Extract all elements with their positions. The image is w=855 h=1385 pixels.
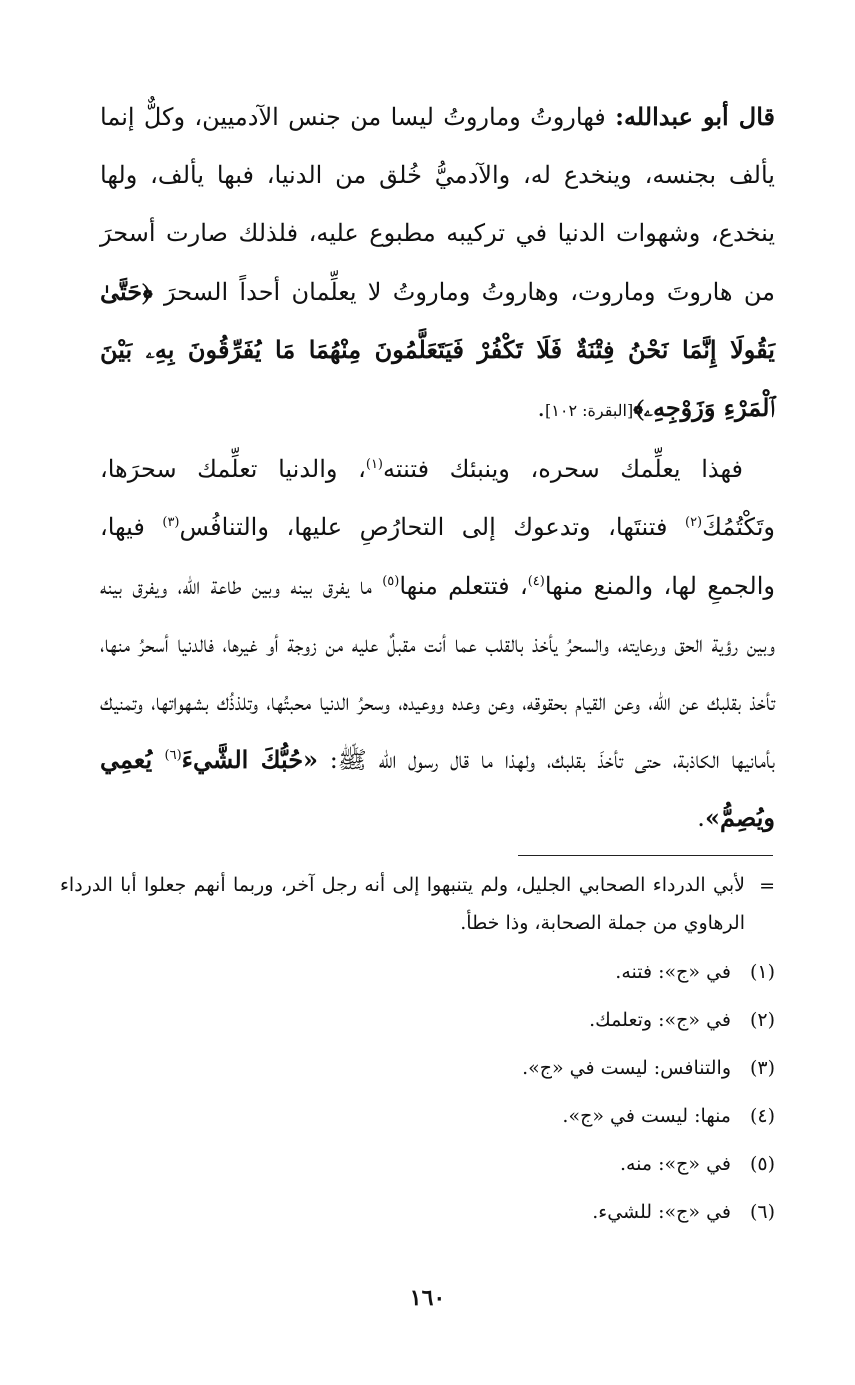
footnote-text: في «ج»: منه. bbox=[619, 1153, 731, 1175]
paragraph-text: فهاروتُ وماروتُ ليسا من جنس الآدميين، وكلٌّ إنما يألف بجنسه، وينخدع له، والآدميُّ خُلق من الدنيا، فبها يألف، ولها ينخدع، وشهوات الدنيا في تركيبه مطبوع عليه، فلذلك صارت أسحرَ من هاروتَ وماروت، وهاروتُ وماروتُ لا يعلِّمان أحداً السحرَ bbox=[100, 103, 775, 306]
footnote-text: في «ج»: فتنه. bbox=[615, 961, 731, 983]
sentence-end: . bbox=[537, 394, 545, 423]
footnote-continuation bbox=[60, 866, 775, 942]
footnote-text: والتنافس: ليست في «ج». bbox=[522, 1057, 731, 1079]
footnote-divider bbox=[518, 855, 773, 856]
paragraph-text: ما يفرق بينه وبين طاعة الله، ويفرق بينه وبين رؤية الحق ورعايته، والسحرُ يأخذ بالقلب عما أنت مقبلٌ عليه من زوجة أو غيرها، فالدنيا أسحرُ منها، تأخذ بقلبك عن الله، وعن القيام بحقوقه، وعن وعده ووعيده، وسحرُ الدنيا محبتُها، وتلذذُك بشهواتها، وتمنيك بأمانيها الكاذبة، حتى تأخذَ بقلبك، ولهذا ما قال رسول الله ﷺ: bbox=[100, 571, 775, 775]
sentence-end: . bbox=[697, 804, 705, 833]
paragraph-text: ، فتتعلم منها bbox=[399, 571, 528, 600]
footnote-number: (٥) bbox=[749, 1153, 775, 1175]
hadith-quote: يُعمِي ويُصِمُّ» bbox=[100, 745, 775, 833]
main-text bbox=[100, 88, 775, 848]
footnote-text: في «ج»: للشيء. bbox=[592, 1201, 731, 1223]
footnote-item bbox=[60, 1044, 775, 1092]
footnote-text: منها: ليست في «ج». bbox=[562, 1105, 731, 1127]
page-number: ١٦٠ bbox=[409, 1285, 446, 1311]
hadith-quote: «حُبُّكَ الشَّيءَ bbox=[181, 745, 319, 775]
paragraph-text: فتنتَها، وتدعوك إلى التحارُصِ عليها، والتنافُس bbox=[179, 513, 685, 542]
footnote-ref: (٢) bbox=[684, 515, 703, 531]
footnote-item bbox=[60, 1140, 775, 1188]
paragraph-1 bbox=[100, 88, 775, 440]
footnote-number: (٤) bbox=[749, 1105, 775, 1127]
footnote-ref: (٥) bbox=[382, 573, 400, 589]
quran-verse: ﴿حَتَّىٰ يَقُولَا إِنَّمَا نَحْنُ فِتْنَةٌ فَلَا تَكْفُرْ فَيَتَعَلَّمُونَ مِنْهُمَا مَا يُفَرِّقُونَ بِهِۦ بَيْنَ ٱلْمَرْءِ وَزَوْجِهِۦ﴾ bbox=[100, 276, 775, 423]
footnote-text: لأبي الدرداء الصحابي الجليل، ولم يتنبهوا إلى أنه رجل آخر، وربما أنهم جعلوا أبا الدرداء الرهاوي من جملة الصحابة، وذا خطأ. bbox=[60, 874, 745, 934]
footnote-ref: (١) bbox=[365, 457, 383, 473]
speaker-label: قال أبو عبدالله: bbox=[615, 102, 775, 131]
footnote-item bbox=[60, 996, 775, 1044]
footnote-number: (٢) bbox=[749, 1009, 775, 1031]
footnote-item bbox=[60, 1188, 775, 1236]
footnotes bbox=[60, 866, 775, 1236]
paragraph-text: ، والدنيا تعلِّمك سحرَها، وتَكْتُمُكَ bbox=[100, 455, 775, 542]
footnote-number: (٦) bbox=[749, 1201, 775, 1223]
footnote-number: (٣) bbox=[749, 1057, 775, 1079]
continuation-mark: = bbox=[759, 875, 775, 897]
paragraph-text: فهذا يعلِّمك سحره، وينبئك فتنته bbox=[383, 455, 744, 484]
footnote-text: في «ج»: وتعلمك. bbox=[589, 1009, 731, 1031]
footnote-ref: (٣) bbox=[162, 515, 180, 531]
verse-citation: [البقرة: ١٠٢] bbox=[545, 401, 634, 421]
footnote-ref: (٦) bbox=[164, 748, 182, 764]
footnote-number: (١) bbox=[749, 961, 775, 983]
footnote-item bbox=[60, 1092, 775, 1140]
footnote-item bbox=[60, 948, 775, 996]
paragraph-2 bbox=[100, 440, 775, 847]
paragraph-text: فيها، والجمعِ لها، والمنع منها bbox=[100, 513, 775, 600]
footnote-ref: (٤) bbox=[527, 573, 545, 589]
